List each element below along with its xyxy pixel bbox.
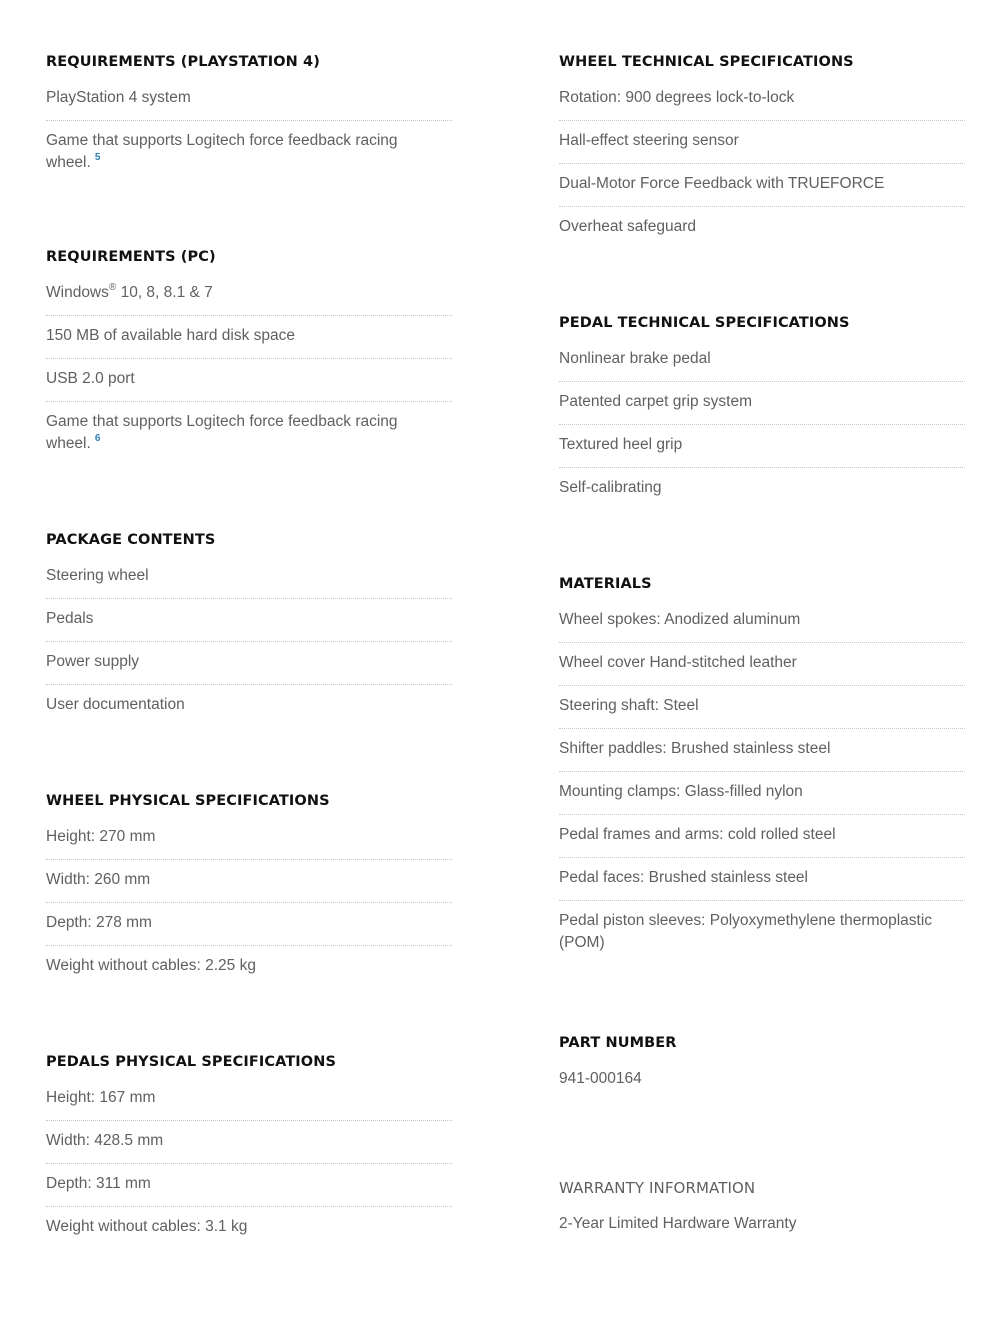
spec-item: Weight without cables: 3.1 kg <box>46 1218 248 1235</box>
section-materials <box>559 574 965 965</box>
spec-item: Depth: 311 mm <box>46 1164 452 1207</box>
spec-item: Power supply <box>46 642 452 685</box>
section-title: PEDAL TECHNICAL SPECIFICATIONS <box>559 315 850 331</box>
spec-list <box>46 1087 452 1249</box>
spec-item: Weight without cables: 2.25 kg <box>46 957 256 974</box>
spec-item: Pedal piston sleeves: Polyoxymethylene thermoplastic (POM) <box>559 912 933 951</box>
spec-item: 941-000164 <box>559 1070 642 1087</box>
spec-item: USB 2.0 port <box>46 359 452 402</box>
spec-item: Width: 260 mm <box>46 860 452 903</box>
spec-item: Textured heel grip <box>559 425 965 468</box>
footnote-link[interactable]: 5 <box>94 151 101 163</box>
section-title: PART NUMBER <box>559 1035 677 1051</box>
spec-list <box>559 1068 965 1101</box>
spec-item: Wheel cover Hand-stitched leather <box>559 643 965 686</box>
spec-item: Steering shaft: Steel <box>559 686 965 729</box>
windows-label: Windows <box>46 284 109 301</box>
spec-item: Nonlinear brake pedal <box>559 348 965 382</box>
spec-list <box>559 87 965 249</box>
section-requirements-ps4 <box>46 52 452 185</box>
section-wheel-technical <box>559 52 965 249</box>
section-requirements-pc <box>46 247 452 466</box>
spec-item: Height: 270 mm <box>46 826 452 860</box>
spec-item <box>46 402 452 466</box>
spec-list <box>559 1213 965 1246</box>
spec-list <box>46 87 452 185</box>
section-pedals-physical <box>46 1052 452 1249</box>
section-title: PACKAGE CONTENTS <box>46 532 216 548</box>
section-wheel-physical <box>46 791 452 988</box>
section-title: REQUIREMENTS (PLAYSTATION 4) <box>46 54 320 70</box>
spec-list <box>559 609 965 965</box>
section-title: PEDALS PHYSICAL SPECIFICATIONS <box>46 1054 337 1070</box>
section-title: REQUIREMENTS (PC) <box>46 249 216 265</box>
footnote-link[interactable]: 6 <box>94 432 101 444</box>
spec-item: Height: 167 mm <box>46 1087 452 1121</box>
spec-item <box>46 121 452 185</box>
spec-item: Self-calibrating <box>559 479 662 496</box>
spec-list <box>46 282 452 466</box>
spec-item-text: Game that supports Logitech force feedback racing wheel. <box>46 413 398 452</box>
spec-item: Steering wheel <box>46 565 452 599</box>
spec-item: Mounting clamps: Glass-filled nylon <box>559 772 965 815</box>
spec-item: Dual-Motor Force Feedback with TRUEFORCE <box>559 164 965 207</box>
section-package-contents <box>46 530 452 727</box>
spec-item: 150 MB of available hard disk space <box>46 316 452 359</box>
spec-item: PlayStation 4 system <box>46 87 452 121</box>
spec-item: User documentation <box>46 696 185 713</box>
section-title: WHEEL PHYSICAL SPECIFICATIONS <box>46 793 330 809</box>
section-title: WHEEL TECHNICAL SPECIFICATIONS <box>559 54 854 70</box>
spec-item: Hall-effect steering sensor <box>559 121 965 164</box>
spec-item: Depth: 278 mm <box>46 903 452 946</box>
spec-item: Overheat safeguard <box>559 218 697 235</box>
spec-item: Pedals <box>46 599 452 642</box>
section-warranty <box>559 1178 965 1246</box>
spec-list <box>46 826 452 988</box>
spec-item: Pedal frames and arms: cold rolled steel <box>559 815 965 858</box>
spec-item: 2-Year Limited Hardware Warranty <box>559 1215 797 1232</box>
section-part-number <box>559 1033 965 1101</box>
windows-versions: 10, 8, 8.1 & 7 <box>116 284 213 301</box>
spec-item: Shifter paddles: Brushed stainless steel <box>559 729 965 772</box>
registered-mark: ® <box>108 281 117 293</box>
spec-item: Wheel spokes: Anodized aluminum <box>559 609 965 643</box>
spec-item-text: Game that supports Logitech force feedback racing wheel. <box>46 132 398 171</box>
spec-list <box>46 565 452 727</box>
spec-list <box>559 348 965 510</box>
spec-item: Width: 428.5 mm <box>46 1121 452 1164</box>
spec-item: Pedal faces: Brushed stainless steel <box>559 858 965 901</box>
section-title: WARRANTY INFORMATION <box>559 1179 756 1197</box>
spec-item <box>46 282 452 316</box>
section-title: MATERIALS <box>559 576 652 592</box>
spec-item: Rotation: 900 degrees lock-to-lock <box>559 87 965 121</box>
section-pedal-technical <box>559 313 965 510</box>
spec-item: Patented carpet grip system <box>559 382 965 425</box>
